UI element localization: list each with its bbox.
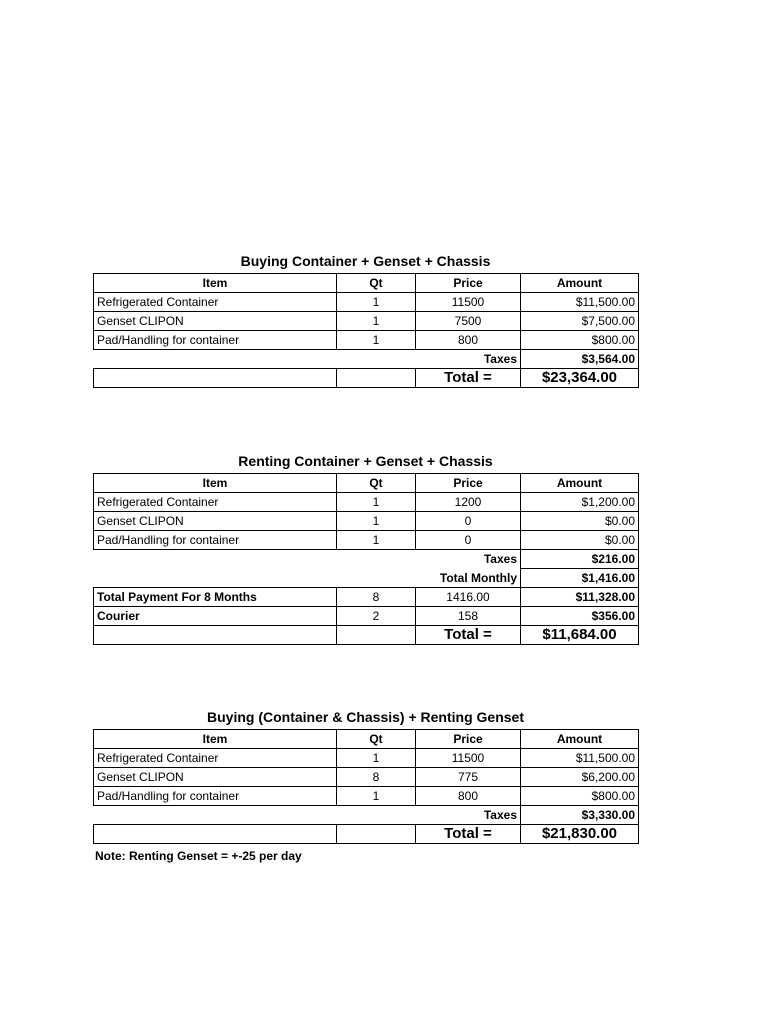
cell-price: 0	[416, 512, 521, 531]
taxes-label: Taxes	[483, 552, 517, 567]
cell-qt: 1	[337, 293, 416, 312]
cell-qt: 1	[337, 493, 416, 512]
cell-amount: $11,328.00	[521, 588, 639, 607]
table-row	[94, 493, 639, 512]
table-row	[94, 312, 639, 331]
table-header-row	[94, 274, 639, 293]
total-label: Total =	[416, 626, 521, 645]
buying-title: Buying Container + Genset + Chassis	[240, 253, 491, 269]
table-row	[94, 749, 639, 768]
cell-amount: $356.00	[521, 607, 639, 626]
cell-price: 800	[416, 787, 521, 806]
cell-qt: 1	[337, 512, 416, 531]
cell-item: Genset CLIPON	[94, 512, 337, 531]
header-price: Price	[416, 474, 521, 493]
cell-price: 11500	[416, 749, 521, 768]
note-text: Note: Renting Genset = +-25 per day	[95, 849, 302, 863]
table-header-row	[94, 730, 639, 749]
mixed-table	[93, 729, 639, 844]
total-amount: $23,364.00	[521, 369, 639, 388]
cell-price: 1200	[416, 493, 521, 512]
cell-qt: 8	[337, 768, 416, 787]
total-label: Total =	[416, 825, 521, 844]
table-row	[94, 293, 639, 312]
renting-table	[93, 473, 639, 645]
table-row	[94, 531, 639, 550]
taxes-row	[94, 806, 639, 825]
cell-amount: $6,200.00	[521, 768, 639, 787]
taxes-label: Taxes	[483, 352, 517, 366]
monthly-label: Total Monthly	[439, 570, 517, 585]
cell-item: Total Payment For 8 Months	[94, 588, 337, 607]
table-row	[94, 607, 639, 626]
cell-amount: $800.00	[521, 787, 639, 806]
cell-amount: $1,200.00	[521, 493, 639, 512]
cell-item: Refrigerated Container	[94, 749, 337, 768]
cell-qt: 1	[337, 787, 416, 806]
cell-item: Pad/Handling for container	[94, 787, 337, 806]
header-qt: Qt	[337, 730, 416, 749]
header-amount: Amount	[521, 474, 639, 493]
cell-price: 1416.00	[416, 588, 521, 607]
header-qt: Qt	[337, 274, 416, 293]
cell-price: 158	[416, 607, 521, 626]
cell-price: 775	[416, 768, 521, 787]
header-item: Item	[94, 274, 337, 293]
total-label: Total =	[416, 369, 521, 388]
total-amount: $21,830.00	[521, 825, 639, 844]
total-row	[94, 825, 639, 844]
cell-item: Pad/Handling for container	[94, 331, 337, 350]
taxes-amount: $3,564.00	[521, 350, 639, 369]
taxes-row	[94, 350, 639, 369]
cell-amount: $0.00	[521, 512, 639, 531]
table-row	[94, 768, 639, 787]
header-price: Price	[416, 274, 521, 293]
cell-item: Genset CLIPON	[94, 768, 337, 787]
cell-amount: $0.00	[521, 531, 639, 550]
cell-item: Pad/Handling for container	[94, 531, 337, 550]
monthly-row	[94, 569, 639, 588]
header-amount: Amount	[521, 274, 639, 293]
cell-amount: $11,500.00	[521, 749, 639, 768]
total-row	[94, 369, 639, 388]
cell-item: Refrigerated Container	[94, 293, 337, 312]
taxes-row	[94, 550, 639, 569]
renting-title: Renting Container + Genset + Chassis	[238, 453, 493, 469]
cell-item: Courier	[94, 607, 337, 626]
table-row	[94, 512, 639, 531]
table-header-row	[94, 474, 639, 493]
cell-qt: 1	[337, 331, 416, 350]
header-amount: Amount	[521, 730, 639, 749]
cell-qt: 1	[337, 749, 416, 768]
header-qt: Qt	[337, 474, 416, 493]
mixed-title: Buying (Container & Chassis) + Renting Genset	[207, 709, 524, 725]
cell-qt: 8	[337, 588, 416, 607]
table-row	[94, 331, 639, 350]
monthly-amount: $1,416.00	[521, 569, 639, 588]
table-row	[94, 787, 639, 806]
cell-amount: $11,500.00	[521, 293, 639, 312]
header-item: Item	[94, 730, 337, 749]
cell-amount: $7,500.00	[521, 312, 639, 331]
taxes-amount: $3,330.00	[521, 806, 639, 825]
cell-price: 11500	[416, 293, 521, 312]
cell-price: 7500	[416, 312, 521, 331]
taxes-amount: $216.00	[521, 550, 639, 569]
cell-qt: 1	[337, 531, 416, 550]
total-amount: $11,684.00	[521, 626, 639, 645]
cell-qt: 1	[337, 312, 416, 331]
table-row	[94, 588, 639, 607]
taxes-label: Taxes	[483, 808, 517, 822]
cell-qt: 2	[337, 607, 416, 626]
total-row	[94, 626, 639, 645]
buying-table	[93, 273, 639, 388]
cell-amount: $800.00	[521, 331, 639, 350]
header-item: Item	[94, 474, 337, 493]
cell-price: 0	[416, 531, 521, 550]
header-price: Price	[416, 730, 521, 749]
cell-item: Genset CLIPON	[94, 312, 337, 331]
cell-item: Refrigerated Container	[94, 493, 337, 512]
cell-price: 800	[416, 331, 521, 350]
